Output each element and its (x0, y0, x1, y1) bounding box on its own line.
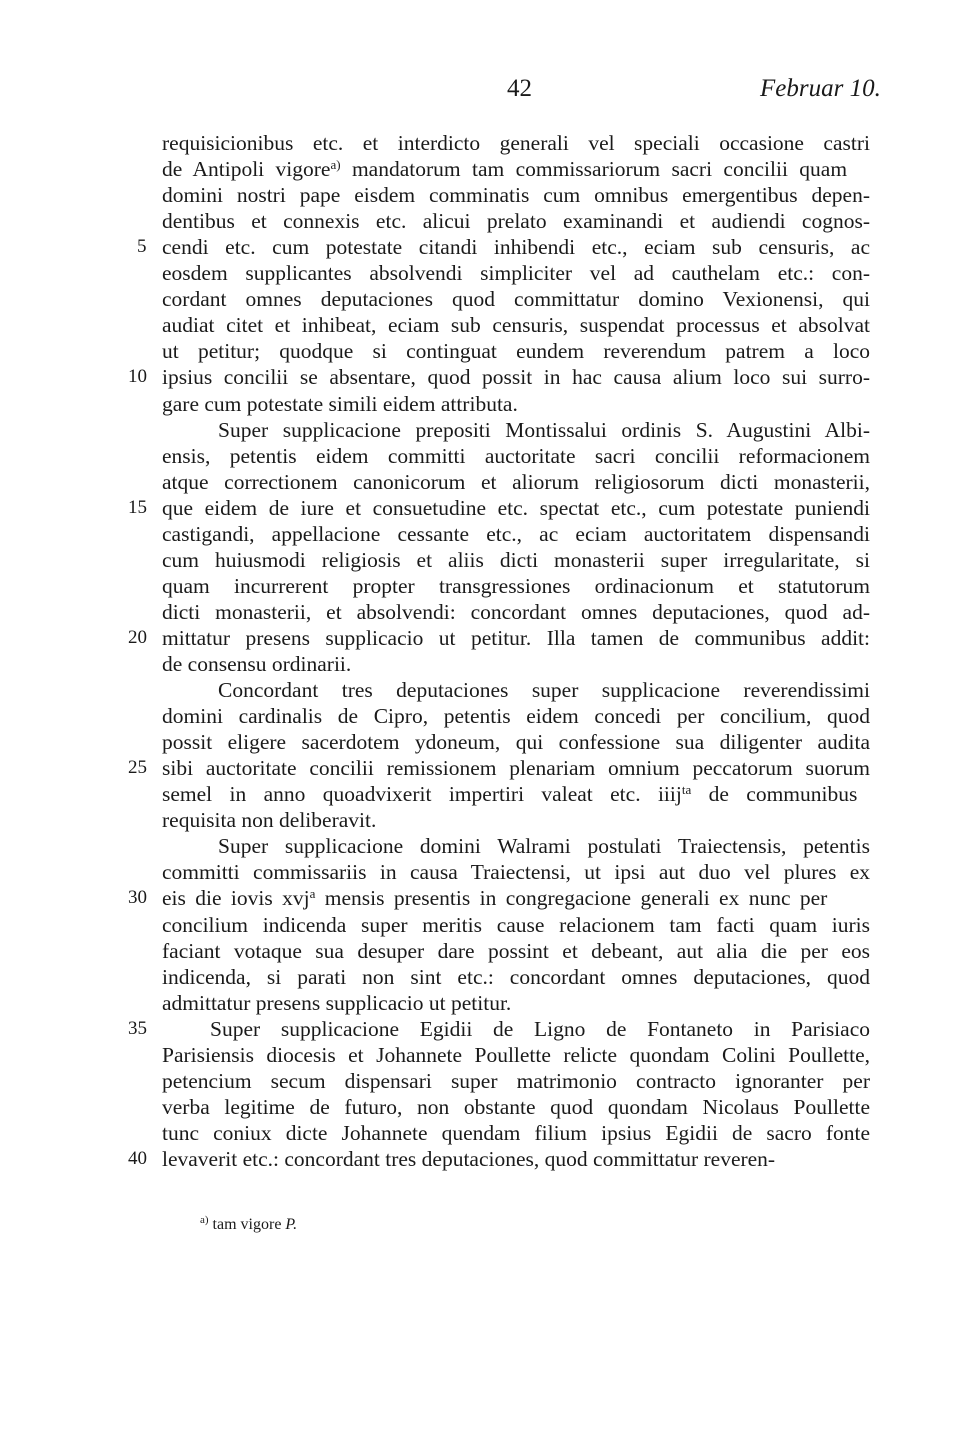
text-line: tunc coniux dicte Johannete quendam filium ipsius Egidii de sacro fonte (162, 1120, 870, 1145)
text-line: requisicionibus etc. et interdicto generali vel speciali occasione castri (162, 131, 870, 155)
text-line: Super supplicacione Egidii de Ligno de Fontaneto in Parisiaco (210, 1016, 870, 1041)
text-line: atque correctionem canonicorum et aliorum religiosorum dicti monasterii, (162, 469, 870, 494)
page-header (0, 70, 960, 110)
line-number: 15 (128, 496, 147, 518)
text-line: dentibus et connexis etc. alicui prelato examinandi et audiendi cognos- (162, 209, 870, 234)
text-line: domini nostri pape eisdem comminatis cum omnibus emergentibus depen- (162, 183, 870, 208)
footnote-text: tam vigore (212, 1216, 282, 1233)
footnote (200, 1213, 297, 1237)
text-line: cum huiusmodi religiosis et aliis dicti monasterii super irregularitate, si (162, 547, 870, 572)
text-line: Parisiensis diocesis et Johannete Poullette relicte quondam Colini Poullette, (162, 1042, 870, 1067)
line-number: 10 (128, 366, 147, 388)
text-line: petencium secum dispensari super matrimonio contracto ignoranter per (162, 1068, 870, 1093)
text-line: requisita non deliberavit. (162, 808, 377, 833)
line-number: 25 (128, 757, 147, 779)
text-line: domini cardinalis de Cipro, petentis eidem concedi per concilium, quod (162, 704, 870, 729)
line-text-continued: de communibus (708, 782, 858, 807)
text-line: verba legitime de futuro, non obstante quod quondam Nicolaus Poullette (162, 1094, 870, 1119)
line-text: eis die iovis xvj (162, 886, 310, 911)
running-head: Februar 10. (760, 75, 881, 102)
text-line: cendi etc. cum potestate citandi inhibendi etc., eciam sub censuris, ac (162, 235, 870, 260)
line-number: 30 (128, 887, 147, 909)
line-text-continued: mensis presentis in congregacione generali ex nunc per (324, 886, 828, 911)
superscript: a) (330, 157, 341, 173)
text-line: cordant omnes deputaciones quod committatur domino Vexionensi, qui (162, 287, 870, 312)
text-line: levaverit etc.: concordant tres deputaciones, quod committatur reveren- (162, 1146, 776, 1171)
text-line: ipsius concilii se absentare, quod possit in hac causa alium loco sui surro- (162, 365, 870, 390)
text-line: mittatur presens supplicacio ut petitur. Illa tamen de communibus addit: (162, 625, 870, 650)
superscript: ta (681, 782, 692, 798)
text-line: gare cum potestate simili eidem attributa. (162, 391, 518, 416)
line-number: 5 (137, 236, 147, 258)
text-line: concilium indicenda super meritis cause relacionem tam facti quam iuris (162, 912, 870, 937)
text-line: Super supplicacione domini Walrami postulati Traiectensis, petentis (218, 834, 870, 859)
text-line: indicenda, si parati non sint etc.: concordant omnes deputaciones, quod (162, 964, 870, 989)
text-line: admittatur presens supplicacio ut petitur. (162, 990, 512, 1015)
text-line: ut petitur; quodque si continguat eundem reverendum patrem a loco (162, 339, 870, 364)
text-line: de consensu ordinarii. (162, 652, 352, 676)
text-line: sibi auctoritate concilii remissionem plenariam omnium peccatorum suorum (162, 756, 870, 781)
text-line: eosdem supplicantes absolvendi simpliciter vel ad cauthelam etc.: con- (162, 261, 870, 286)
text-line: faciant votaque sua desuper dare possint et debeant, aut alia die per eos (162, 938, 870, 963)
text-line: committi commissariis in causa Traiectensi, ut ipsi aut duo vel plures ex (162, 860, 870, 885)
footnote-marker: a) (200, 1214, 209, 1226)
line-text-continued: mandatorum tam commissariorum sacri concilii quam (351, 157, 848, 182)
line-number: 35 (128, 1017, 147, 1039)
text-line: ensis, petentis eidem committi auctoritate sacri concilii reformacionem (162, 443, 870, 468)
text-line: quam incurrerent propter transgressiones ordinacionum et statutorum (162, 573, 870, 598)
text-line: audiat citet et inhibeat, eciam sub censuris, suspendat processus et absolvat (162, 313, 870, 338)
text-line: Super supplicacione prepositi Montissalui ordinis S. Augustini Albi- (218, 417, 870, 442)
footnote-siglum: P. (285, 1216, 298, 1233)
page-number: 42 (507, 75, 532, 102)
text-line: que eidem de iure et consuetudine etc. spectat etc., cum potestate puniendi (162, 495, 870, 520)
text-line: Concordant tres deputaciones super supplicacione reverendissimi (218, 678, 870, 703)
line-text: semel in anno quoadvixerit impertiri valeat etc. iiij (162, 782, 682, 807)
text-line: dicti monasterii, et absolvendi: concordant omnes deputaciones, quod ad- (162, 599, 870, 624)
text-line: possit eligere sacerdotem ydoneum, qui confessione sua diligenter audita (162, 730, 870, 755)
line-number: 20 (128, 626, 147, 648)
text-line: castigandi, appellacione cessante etc., ac eciam auctoritatem dispensandi (162, 521, 870, 546)
line-number: 40 (128, 1147, 147, 1169)
superscript: a (309, 886, 316, 902)
line-text: de Antipoli vigore (162, 157, 331, 182)
